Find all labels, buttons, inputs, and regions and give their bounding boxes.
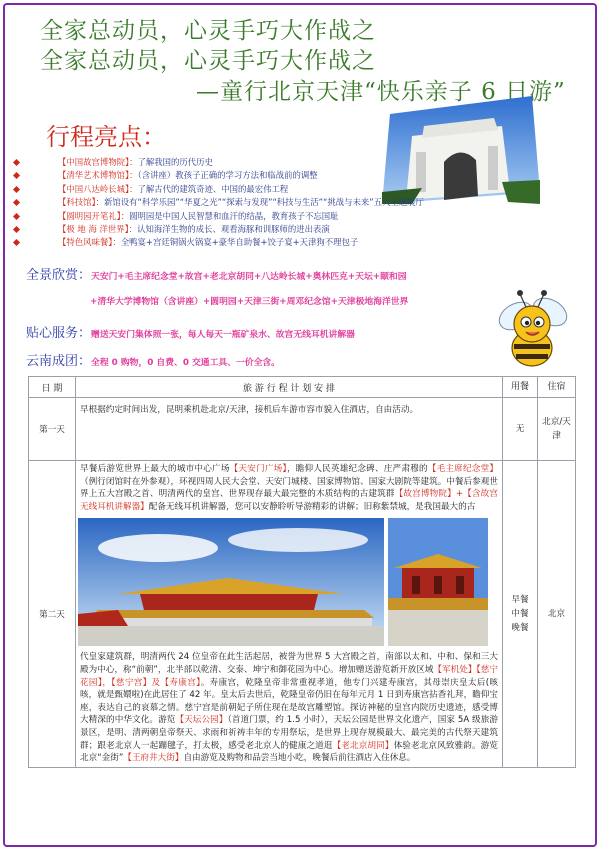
overview-label: 全景欣赏： [26,268,92,283]
highlights-heading: 行程亮点： [46,123,166,151]
day2-plan [76,461,503,768]
highlight-item: 【清华艺术博物馆】：（含讲座）教孩子正确的学习方法和临战前的调整 [14,169,574,182]
cartoon-bee [486,282,578,374]
group-label: 云南成团： [26,354,92,369]
day1-stay: 北京/天津 [538,398,576,461]
day2-meals [503,461,538,768]
day1-meal: 无 [503,398,538,461]
highlight-item: 【科技馆】：新馆设有“科学乐园”“华夏之光”“探索与发现”“科技与生活”“挑战与未来”五大主题展厅 [14,196,574,209]
title-line-2: 全家总动员，心灵手巧大作战之 [40,48,376,74]
palace-hall-photo [388,518,488,646]
diamond-bullet-icon [13,213,20,220]
highlight-item: 【中国故宫博物院】：了解我国的历代历史 [14,156,574,169]
day1-date: 第一天 [29,398,76,461]
header-meal: 用餐 [503,377,538,398]
overview-line-2: +清华大学博物馆（含讲座）+圆明园+天津三街+周邓纪念馆+天津极地海洋世界 [90,297,409,307]
title-line-3: —童行北京天津“快乐亲子 6 日游” [196,79,566,105]
day2-dinner: 晚餐 [511,622,529,633]
diamond-bullet-icon [13,172,20,179]
header-plan: 旅 游 行 程 计 划 安 排 [76,377,503,398]
table-header-row [29,377,576,398]
header-date: 日 期 [29,377,76,398]
header-stay: 住宿 [538,377,576,398]
diamond-bullet-icon [13,239,20,246]
highlights-list [14,156,574,250]
diamond-bullet-icon [13,159,20,166]
title-line-1: 全家总动员，心灵手巧大作战之 [40,18,376,44]
highlight-item: 【圆明园开笔礼】：圆明园是中国人民智慧和血汗的结晶，教育孩子不忘国耻 [14,210,574,223]
table-row-day1 [29,398,576,461]
day2-lunch: 中餐 [511,608,529,619]
group-line: 云南成团：全程 0 购物，0 自费、0 交通工具、一价全含。 [26,354,280,369]
highlight-item: 【极 地 海 洋世界】：认知海洋生物的成长、观看海豚和训豚师的进出表演 [14,223,574,236]
day2-breakfast: 早餐 [511,594,529,605]
day1-plan: 早根据约定时间出发，昆明乘机赴北京/天津，接机后车游市容市貌入住酒店，自由活动。 [76,398,503,461]
overview-line-1: 全景欣赏：天安门+毛主席纪念堂+故宫+老北京胡同+八达岭长城+奥林匹克+天坛+颐和园 [26,268,407,283]
diamond-bullet-icon [13,199,20,206]
forbidden-city-photo [78,518,384,646]
highlight-item: 【中国八达岭长城】：了解古代的建筑奇迹、中国的最宏伟工程 [14,183,574,196]
service-label: 贴心服务： [26,326,92,341]
service-line: 贴心服务：赠送天安门集体照一张，每人每天一瓶矿泉水、故宫无线耳机讲解器 [26,326,355,341]
highlight-item: 【特色风味餐】：全鸭宴+宫廷铜锅火锅宴+豪华自助餐+饺子宴+天津狗不理包子 [14,236,574,249]
diamond-bullet-icon [13,186,20,193]
day2-date: 第二天 [29,461,76,768]
table-row-day2 [29,461,576,768]
day2-paragraph-1: 早餐后游览世界上最大的城市中心广场【天安门广场】，瞻仰人民英雄纪念碑、庄严肃穆的【毛主席纪念堂】（例行闭馆时在外参观），环视四周人民大会堂、天安门城楼、国家博物馆、国家大剧院等建筑。中餐后参观世界上五大宫殿之首、明清两代的皇宫、世界现存最大最完整的木质结构的古建筑群【故宫博物院】+【含故宫无线耳机讲解器】配备无线耳机讲解器，您可以安静聆听导游精彩的讲解；旧称紫禁城，是我国最大的古 [80,464,498,512]
day2-paragraph-2: 代皇家建筑群，明清两代 24 位皇帝在此生活起居，被誉为世界 5 大宫殿之首，南部以太和、中和、保和三大殿为中心，称“前朝”，北半部以乾清、交泰、坤宁和御花园为中心。增加赠送游览新开放区域【军机处】【慈宁花园】，【慈宁宫】及【寿康宫】。寿康宫，乾隆皇帝非常重视孝道，他专门兴建寿康宫，其母崇庆皇太后(咳咳，就是甄嬛啦)在此居住了 42 年。皇太后去世后，乾隆皇帝仍旧在每年元月 1 日到寿康宫拈香礼拜，瞻仰宝座，表达自己的哀慕之情。慈宁宫是前朝妃子所住现在是故宫雕塑馆。探访神秘的皇宫内院历史遗迹，感受博大精深的中华文化。游览【天坛公园】（首道门票，约 1.5 小时），天坛公园是世界文化遗产，国家 5A 级旅游景区，是明、清两朝皇帝祭天、求雨和祈祷丰年的专用祭坛，是世界上现存规模最大、最完美的古代祭天建筑群；跟老北京人一起蹦毽子，打太极，感受老北京人的健康之道逛【老北京胡同】体验老北京风致雅韵。游览北京“金街”【王府井大街】自由游览及购物和品尝当地小吃，晚餐后前往酒店入住休息。 [80,652,499,764]
itinerary-table [28,376,576,768]
day2-photos [76,518,502,646]
day2-stay: 北京 [538,461,576,768]
diamond-bullet-icon [13,226,20,233]
